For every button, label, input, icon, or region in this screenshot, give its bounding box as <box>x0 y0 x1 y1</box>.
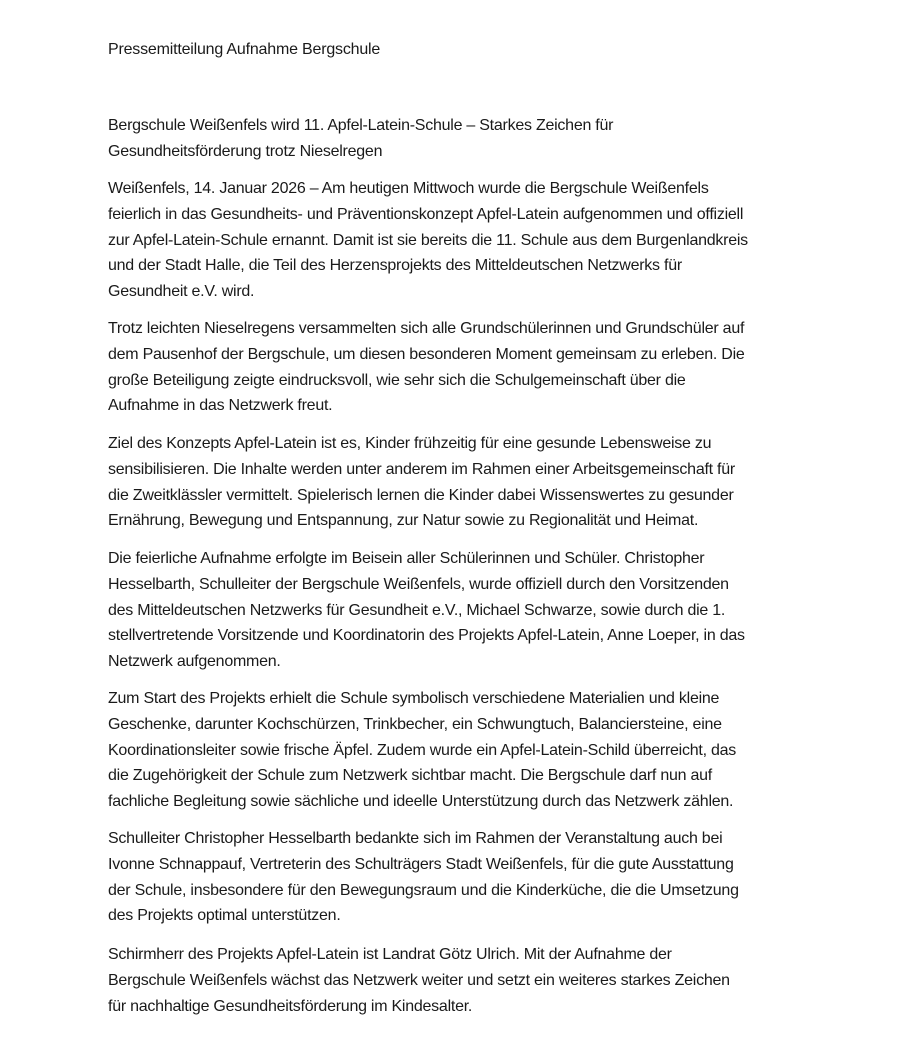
paragraph-line: Bergschule Weißenfels wächst das Netzwerk weiter und setzt ein weiteres starkes Zeichen <box>108 971 730 989</box>
paragraph-line: Hesselbarth, Schulleiter der Bergschule Weißenfels, wurde offiziell durch den Vorsitzenden <box>108 575 729 593</box>
paragraph-line: Netzwerk aufgenommen. <box>108 653 281 671</box>
paragraph-line: die Zugehörigkeit der Schule zum Netzwerk sichtbar macht. Die Bergschule darf nun auf <box>108 767 712 785</box>
paragraph-line: feierlich in das Gesundheits- und Präventionskonzept Apfel-Latein aufgenommen und offiziell <box>108 205 744 223</box>
paragraph-line: die Zweitklässler vermittelt. Spielerisch lernen die Kinder dabei Wissenswertes zu gesunder <box>108 486 734 504</box>
paragraph-line: sensibilisieren. Die Inhalte werden unter anderem im Rahmen einer Arbeitsgemeinschaft für <box>108 460 735 478</box>
paragraph-line: Ivonne Schnappauf, Vertreterin des Schulträgers Stadt Weißenfels, für die gute Ausstattung <box>108 855 734 873</box>
paragraph-line: Aufnahme in das Netzwerk freut. <box>108 397 333 415</box>
paragraph-line: des Mitteldeutschen Netzwerks für Gesundheit e.V., Michael Schwarze, sowie durch die 1. <box>108 601 726 619</box>
paragraph-concept-goal <box>108 431 735 534</box>
headline-line: Bergschule Weißenfels wird 11. Apfel-Latein-Schule – Starkes Zeichen für <box>108 117 614 134</box>
paragraph-line: Weißenfels, 14. Januar 2026 – Am heutigen Mittwoch wurde die Bergschule Weißenfels <box>108 180 709 197</box>
paragraph-line: Schirmherr des Projekts Apfel-Latein ist Landrat Götz Ulrich. Mit der Aufnahme der <box>108 946 672 963</box>
paragraph-line: dem Pausenhof der Bergschule, um diesen besonderen Moment gemeinsam zu erleben. Die <box>108 345 745 363</box>
press-headline <box>108 113 613 165</box>
paragraph-line: fachliche Begleitung sowie sächliche und ideelle Unterstützung durch das Netzwerk zählen. <box>108 793 734 811</box>
paragraph-line: der Schule, insbesondere für den Bewegungsraum und die Kinderküche, die die Umsetzung <box>108 881 739 899</box>
paragraph-line: Trotz leichten Nieselregens versammelten sich alle Grundschülerinnen und Grundschüler auf <box>108 320 745 337</box>
paragraph-line: Ziel des Konzepts Apfel-Latein ist es, Kinder frühzeitig für eine gesunde Lebensweise zu <box>108 435 712 452</box>
paragraph-line: Geschenke, darunter Kochschürzen, Trinkbecher, ein Schwungtuch, Balanciersteine, eine <box>108 715 722 733</box>
document-title: Pressemitteilung Aufnahme Bergschule <box>108 41 381 58</box>
paragraph-gathering <box>108 316 745 419</box>
paragraph-line: Koordinationsleiter sowie frische Äpfel. Zudem wurde ein Apfel-Latein-Schild überreicht, das <box>108 741 737 759</box>
paragraph-patron <box>108 942 730 1019</box>
paragraph-line: Schulleiter Christopher Hesselbarth bedankte sich im Rahmen der Veranstaltung auch bei <box>108 830 723 847</box>
paragraph-line: große Beteiligung zeigte eindrucksvoll, wie sehr sich die Schulgemeinschaft über die <box>108 371 686 389</box>
paragraph-line: Zum Start des Projekts erhielt die Schule symbolisch verschiedene Materialien und kleine <box>108 690 720 707</box>
paragraph-line: für nachhaltige Gesundheitsförderung im Kindesalter. <box>108 997 473 1015</box>
paragraph-thanks <box>108 826 739 929</box>
paragraph-line: Gesundheit e.V. wird. <box>108 283 255 301</box>
paragraph-line: stellvertretende Vorsitzende und Koordinatorin des Projekts Apfel-Latein, Anne Loeper, in das <box>108 627 745 645</box>
paragraph-line: und der Stadt Halle, die Teil des Herzensprojekts des Mitteldeutschen Netzwerks für <box>108 257 682 275</box>
paragraph-line: Die feierliche Aufnahme erfolgte im Beisein aller Schülerinnen und Schüler. Christopher <box>108 550 705 567</box>
headline-line: Gesundheitsförderung trotz Nieselregen <box>108 142 383 160</box>
paragraph-line: des Projekts optimal unterstützen. <box>108 907 341 925</box>
paragraph-line: zur Apfel-Latein-Schule ernannt. Damit ist sie bereits die 11. Schule aus dem Burgenlandkreis <box>108 231 748 249</box>
paragraph-materials <box>108 686 736 815</box>
paragraph-intro <box>108 176 748 305</box>
paragraph-ceremony <box>108 546 745 675</box>
paragraph-line: Ernährung, Bewegung und Entspannung, zur Natur sowie zu Regionalität und Heimat. <box>108 512 699 530</box>
